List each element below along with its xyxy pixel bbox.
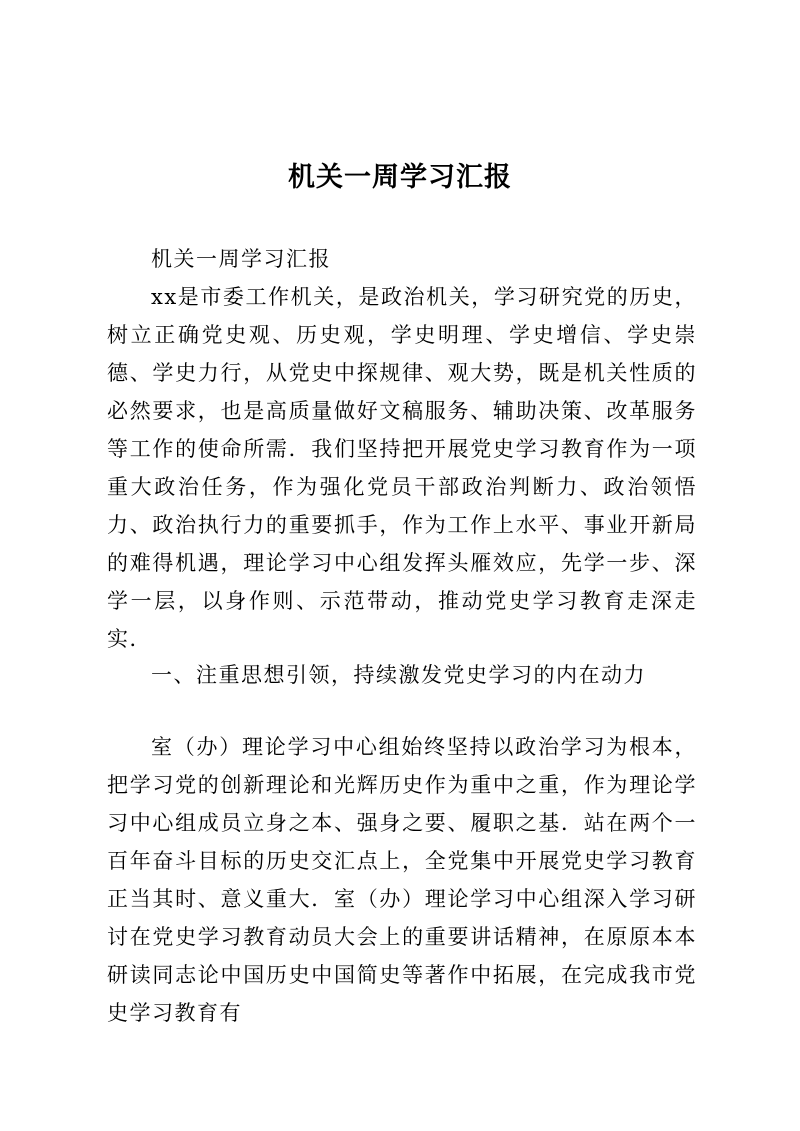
section-heading: 一、注重思想引领，持续激发党史学习的内在动力 (151, 663, 646, 687)
section-paragraph: 室（办）理论学习中心组始终坚持以政治学习为根本，把学习党的创新理论和光辉历史作为重中之重，作为理论学习中心组成员立身之本、强身之要、履职之基．站在两个一百年奋斗目标的历史交汇点上，全党集中开展党史学习教育正当其时、意义重大．室（办）理论学习中心组深入学习研讨在党史学习教育动员大会上的重要讲话精神，在原原本本研读同志论中国历史中国简史等著作中拓展，在完成我市党史学习教育有 (107, 735, 697, 1025)
intro-paragraph: xx是市委工作机关，是政治机关，学习研究党的历史，树立正确党史观、历史观，学史明理、学史增信、学史崇德、学史力行，从党史中探规律、观大势，既是机关性质的必然要求，也是高质量做好文稿服务、辅助决策、改革服务等工作的使命所需．我们坚持把开展党史学习教育作为一项重大政治任务，作为强化党员干部政治判断力、政治领悟力、政治执行力的重要抓手，作为工作上水平、事业开新局的难得机遇，理论学习中心组发挥头雁效应，先学一步、深学一层，以身作则、示范带动，推动党史学习教育走深走实． (107, 285, 697, 651)
document-title: 机关一周学习汇报 (288, 162, 512, 193)
document-subtitle: 机关一周学习汇报 (151, 247, 331, 271)
